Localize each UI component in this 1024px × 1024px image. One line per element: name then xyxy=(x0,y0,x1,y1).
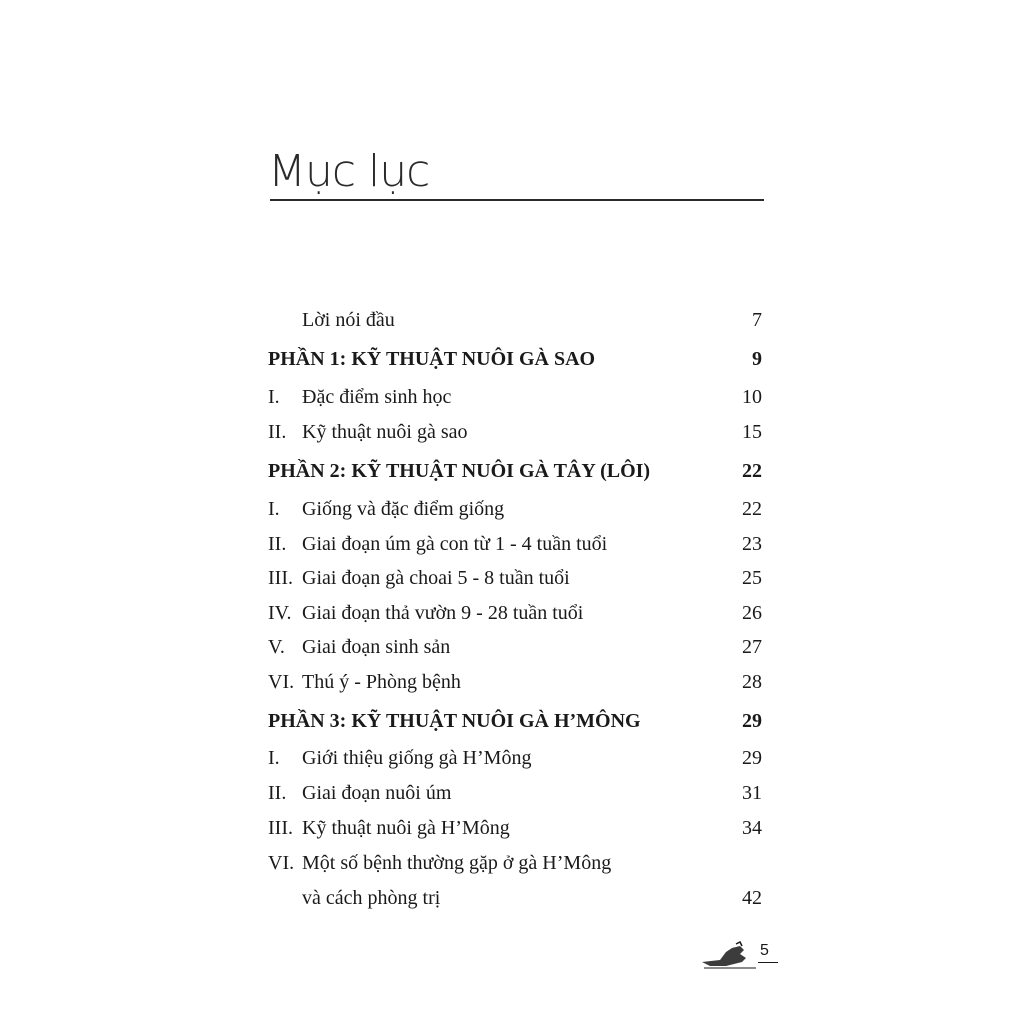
page-number: 5 xyxy=(760,942,769,959)
toc-entry-number: I. xyxy=(268,385,280,408)
toc-entry-page: 31 xyxy=(742,781,762,804)
toc-entry-number: II. xyxy=(268,781,287,804)
toc-entry-label: Kỹ thuật nuôi gà H’Mông xyxy=(302,816,510,839)
toc-entry-label: Giới thiệu giống gà H’Mông xyxy=(302,746,532,769)
toc-entry-number: IV. xyxy=(268,601,292,624)
toc-entry xyxy=(268,881,762,915)
toc-entry xyxy=(268,492,762,526)
toc-entry-page: 23 xyxy=(742,532,762,555)
toc-entry-page: 29 xyxy=(742,746,762,769)
toc-entry-page: 28 xyxy=(742,670,762,693)
toc-entry-page: 15 xyxy=(742,420,762,443)
toc-entry-page: 42 xyxy=(742,886,762,909)
toc-entry-label: Đặc điểm sinh học xyxy=(302,385,452,408)
toc-entry-label: Kỹ thuật nuôi gà sao xyxy=(302,420,468,443)
toc-part-heading xyxy=(268,454,762,488)
toc-entry-page: 27 xyxy=(742,635,762,658)
toc-entry-number: III. xyxy=(268,566,293,589)
toc-entry-page: 22 xyxy=(742,497,762,520)
toc-entry-label: PHẦN 2: KỸ THUẬT NUÔI GÀ TÂY (LÔI) xyxy=(268,459,651,482)
toc-entry xyxy=(268,415,762,449)
toc-entry-label: Giai đoạn gà choai 5 - 8 tuần tuổi xyxy=(302,566,570,589)
toc-entry-page: 9 xyxy=(752,347,762,370)
toc-entry xyxy=(268,527,762,561)
footer-rule xyxy=(758,962,778,963)
page-footer xyxy=(700,940,780,970)
toc-entry-label: Một số bệnh thường gặp ở gà H’Mông xyxy=(302,851,612,874)
toc-entry xyxy=(268,665,762,699)
toc-entry-label: Thú ý - Phòng bệnh xyxy=(302,670,461,693)
page-title: Mục lục xyxy=(268,146,430,197)
toc-entry-page: 10 xyxy=(742,385,762,408)
toc-entry-number: I. xyxy=(268,497,280,520)
title-underline xyxy=(270,199,764,201)
toc-entry-page: 29 xyxy=(742,709,762,732)
toc-entry-number: II. xyxy=(268,420,287,443)
toc-entry-page: 7 xyxy=(752,308,762,331)
rooster-ornament-icon xyxy=(700,940,760,970)
toc-entry-number: VI. xyxy=(268,670,295,693)
toc-entry xyxy=(268,741,762,775)
toc-entry-label: Giai đoạn sinh sản xyxy=(302,635,451,658)
toc-entry-label: PHẦN 3: KỸ THUẬT NUÔI GÀ H’MÔNG xyxy=(268,709,641,732)
toc-entry-label: Lời nói đầu xyxy=(302,308,395,331)
toc-entry-page: 26 xyxy=(742,601,762,624)
toc-entry-number: I. xyxy=(268,746,280,769)
toc-entry-page: 25 xyxy=(742,566,762,589)
toc-entry-label: Giai đoạn thả vườn 9 - 28 tuần tuổi xyxy=(302,601,584,624)
toc-entry xyxy=(268,596,762,630)
toc-entry xyxy=(268,303,762,337)
toc-entry xyxy=(268,776,762,810)
toc-entry-label: Giai đoạn úm gà con từ 1 - 4 tuần tuổi xyxy=(302,532,608,555)
toc-entry xyxy=(268,846,762,880)
toc-part-heading xyxy=(268,704,762,738)
toc-entry-number: II. xyxy=(268,532,287,555)
toc-entry-label: Giống và đặc điểm giống xyxy=(302,497,505,520)
toc-entry-label: Giai đoạn nuôi úm xyxy=(302,781,452,804)
toc-entry-number: VI. xyxy=(268,851,295,874)
toc-entry-page: 34 xyxy=(742,816,762,839)
toc-entry-label: PHẦN 1: KỸ THUẬT NUÔI GÀ SAO xyxy=(268,347,596,370)
toc-entry xyxy=(268,630,762,664)
toc-entry-number: III. xyxy=(268,816,293,839)
toc-entry xyxy=(268,811,762,845)
toc-entry-number: V. xyxy=(268,635,285,658)
toc-entry xyxy=(268,561,762,595)
toc-entry-label: và cách phòng trị xyxy=(302,886,441,909)
toc-entry-page: 22 xyxy=(742,459,762,482)
toc-entry xyxy=(268,380,762,414)
toc-part-heading xyxy=(268,342,762,376)
